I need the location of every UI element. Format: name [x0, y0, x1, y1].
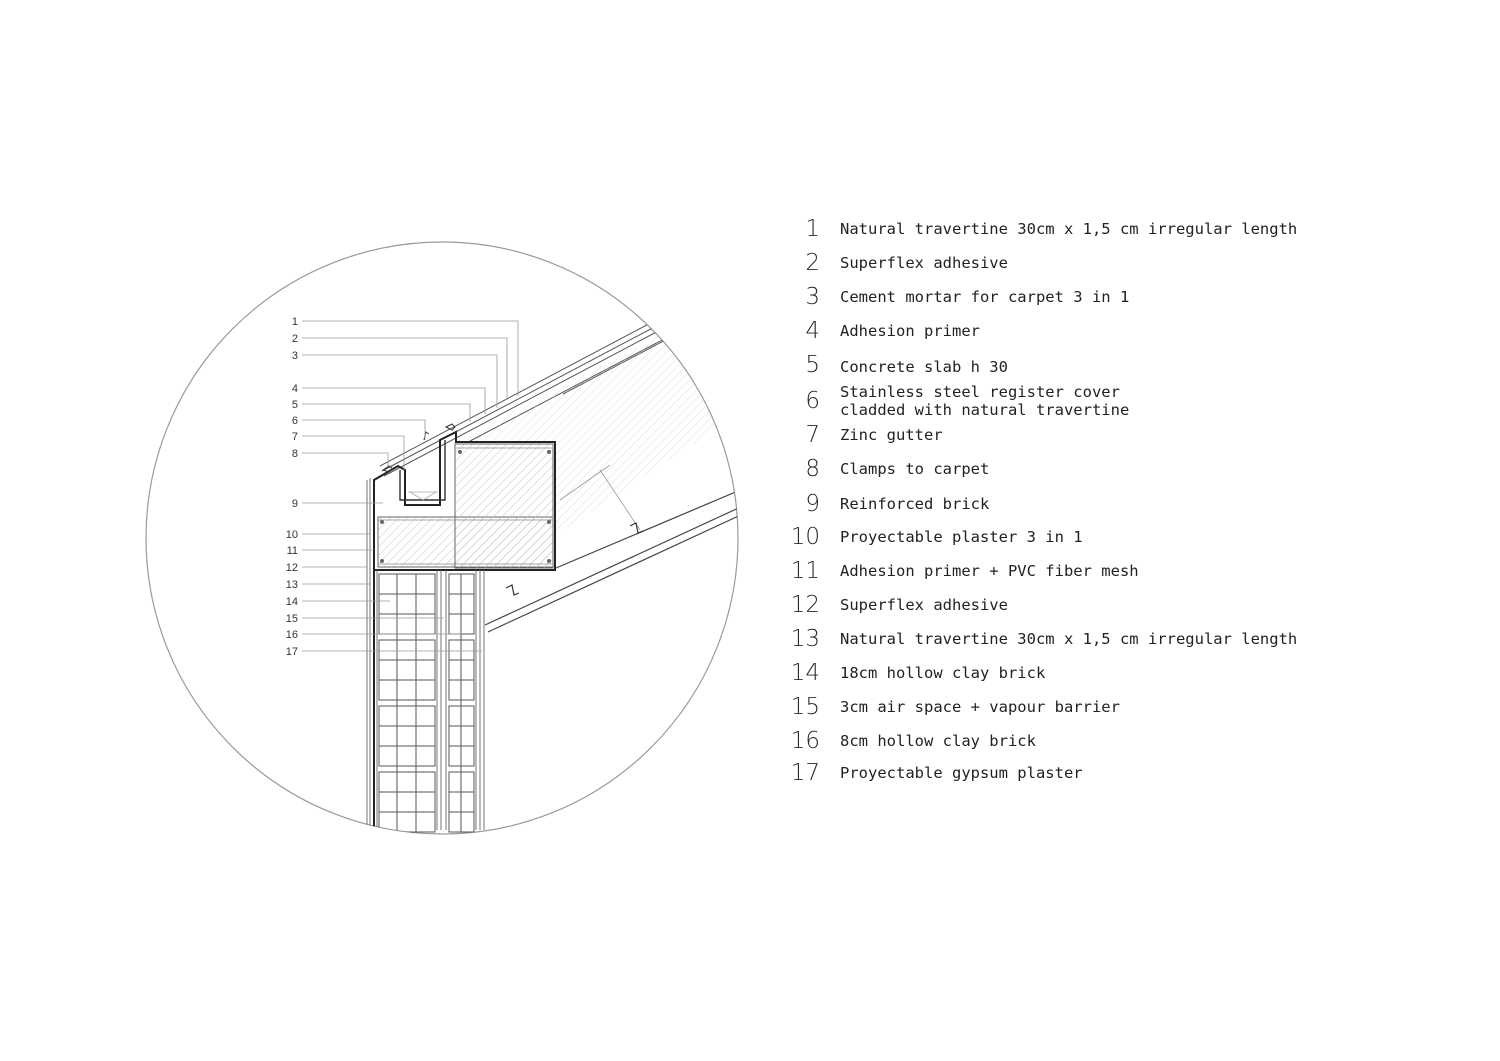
legend-label: Zinc gutter [840, 426, 943, 444]
callout-5: 5 [291, 399, 298, 411]
legend-number: 3 [805, 284, 820, 310]
legend-label: 18cm hollow clay brick [840, 664, 1046, 682]
legend-number: 9 [805, 491, 820, 517]
callout-2: 2 [291, 333, 298, 345]
legend-number: 12 [790, 592, 820, 618]
callout-1: 1 [291, 316, 298, 328]
legend-number: 14 [790, 660, 820, 686]
legend-number: 8 [805, 456, 820, 482]
legend-number: 16 [790, 728, 820, 754]
legend-number: 11 [790, 558, 820, 584]
legend-label: Clamps to carpet [840, 460, 990, 478]
callout-3: 3 [291, 350, 298, 362]
callout-9: 9 [291, 498, 298, 510]
legend-label: Superflex adhesive [840, 596, 1008, 614]
legend-number: 1 [805, 216, 820, 242]
legend-label-line-2: cladded with natural travertine [840, 401, 1130, 419]
materials-legend [770, 0, 1470, 1061]
legend-label: Cement mortar for carpet 3 in 1 [840, 288, 1130, 306]
legend-number: 7 [805, 422, 820, 448]
legend-number: 15 [790, 694, 820, 720]
callout-6: 6 [291, 415, 298, 427]
section-construction [367, 290, 745, 832]
callout-4: 4 [291, 383, 298, 395]
legend-number: 5 [805, 352, 820, 378]
callout-numbers [286, 316, 298, 658]
legend-label: Reinforced brick [840, 495, 990, 513]
legend-label: 3cm air space + vapour barrier [840, 698, 1120, 716]
callout-14: 14 [285, 596, 298, 608]
callout-17: 17 [285, 646, 298, 658]
callout-15: 15 [285, 613, 298, 625]
legend-label: Natural travertine 30cm x 1,5 cm irregular length [840, 630, 1298, 648]
legend-number: 10 [790, 524, 820, 550]
legend-number: 17 [790, 760, 820, 786]
legend-label: Superflex adhesive [840, 254, 1008, 272]
callout-16: 16 [285, 629, 298, 641]
legend-label: Proyectable gypsum plaster [840, 764, 1083, 782]
callout-8: 8 [291, 448, 298, 460]
callout-12: 12 [285, 562, 298, 574]
zinc-gutter [400, 440, 445, 500]
legend-label: Proyectable plaster 3 in 1 [840, 528, 1083, 546]
hollow-brick-18 [379, 574, 435, 832]
legend-label: Adhesion primer [840, 322, 980, 340]
legend-number: 4 [805, 318, 820, 344]
legend-number: 2 [805, 250, 820, 276]
legend-label: Concrete slab h 30 [840, 358, 1008, 376]
callout-11: 11 [286, 545, 298, 557]
callout-13: 13 [285, 579, 298, 591]
legend-label: 8cm hollow clay brick [840, 732, 1036, 750]
legend-label: Natural travertine 30cm x 1,5 cm irregular length [840, 220, 1298, 238]
callout-7: 7 [291, 431, 298, 443]
legend-number: 13 [790, 626, 820, 652]
legend-label: Adhesion primer + PVC fiber mesh [840, 562, 1139, 580]
hollow-brick-8 [449, 574, 474, 832]
callout-10: 10 [285, 529, 298, 541]
legend-number: 6 [805, 388, 820, 414]
legend-label: Stainless steel register cover [840, 383, 1120, 401]
